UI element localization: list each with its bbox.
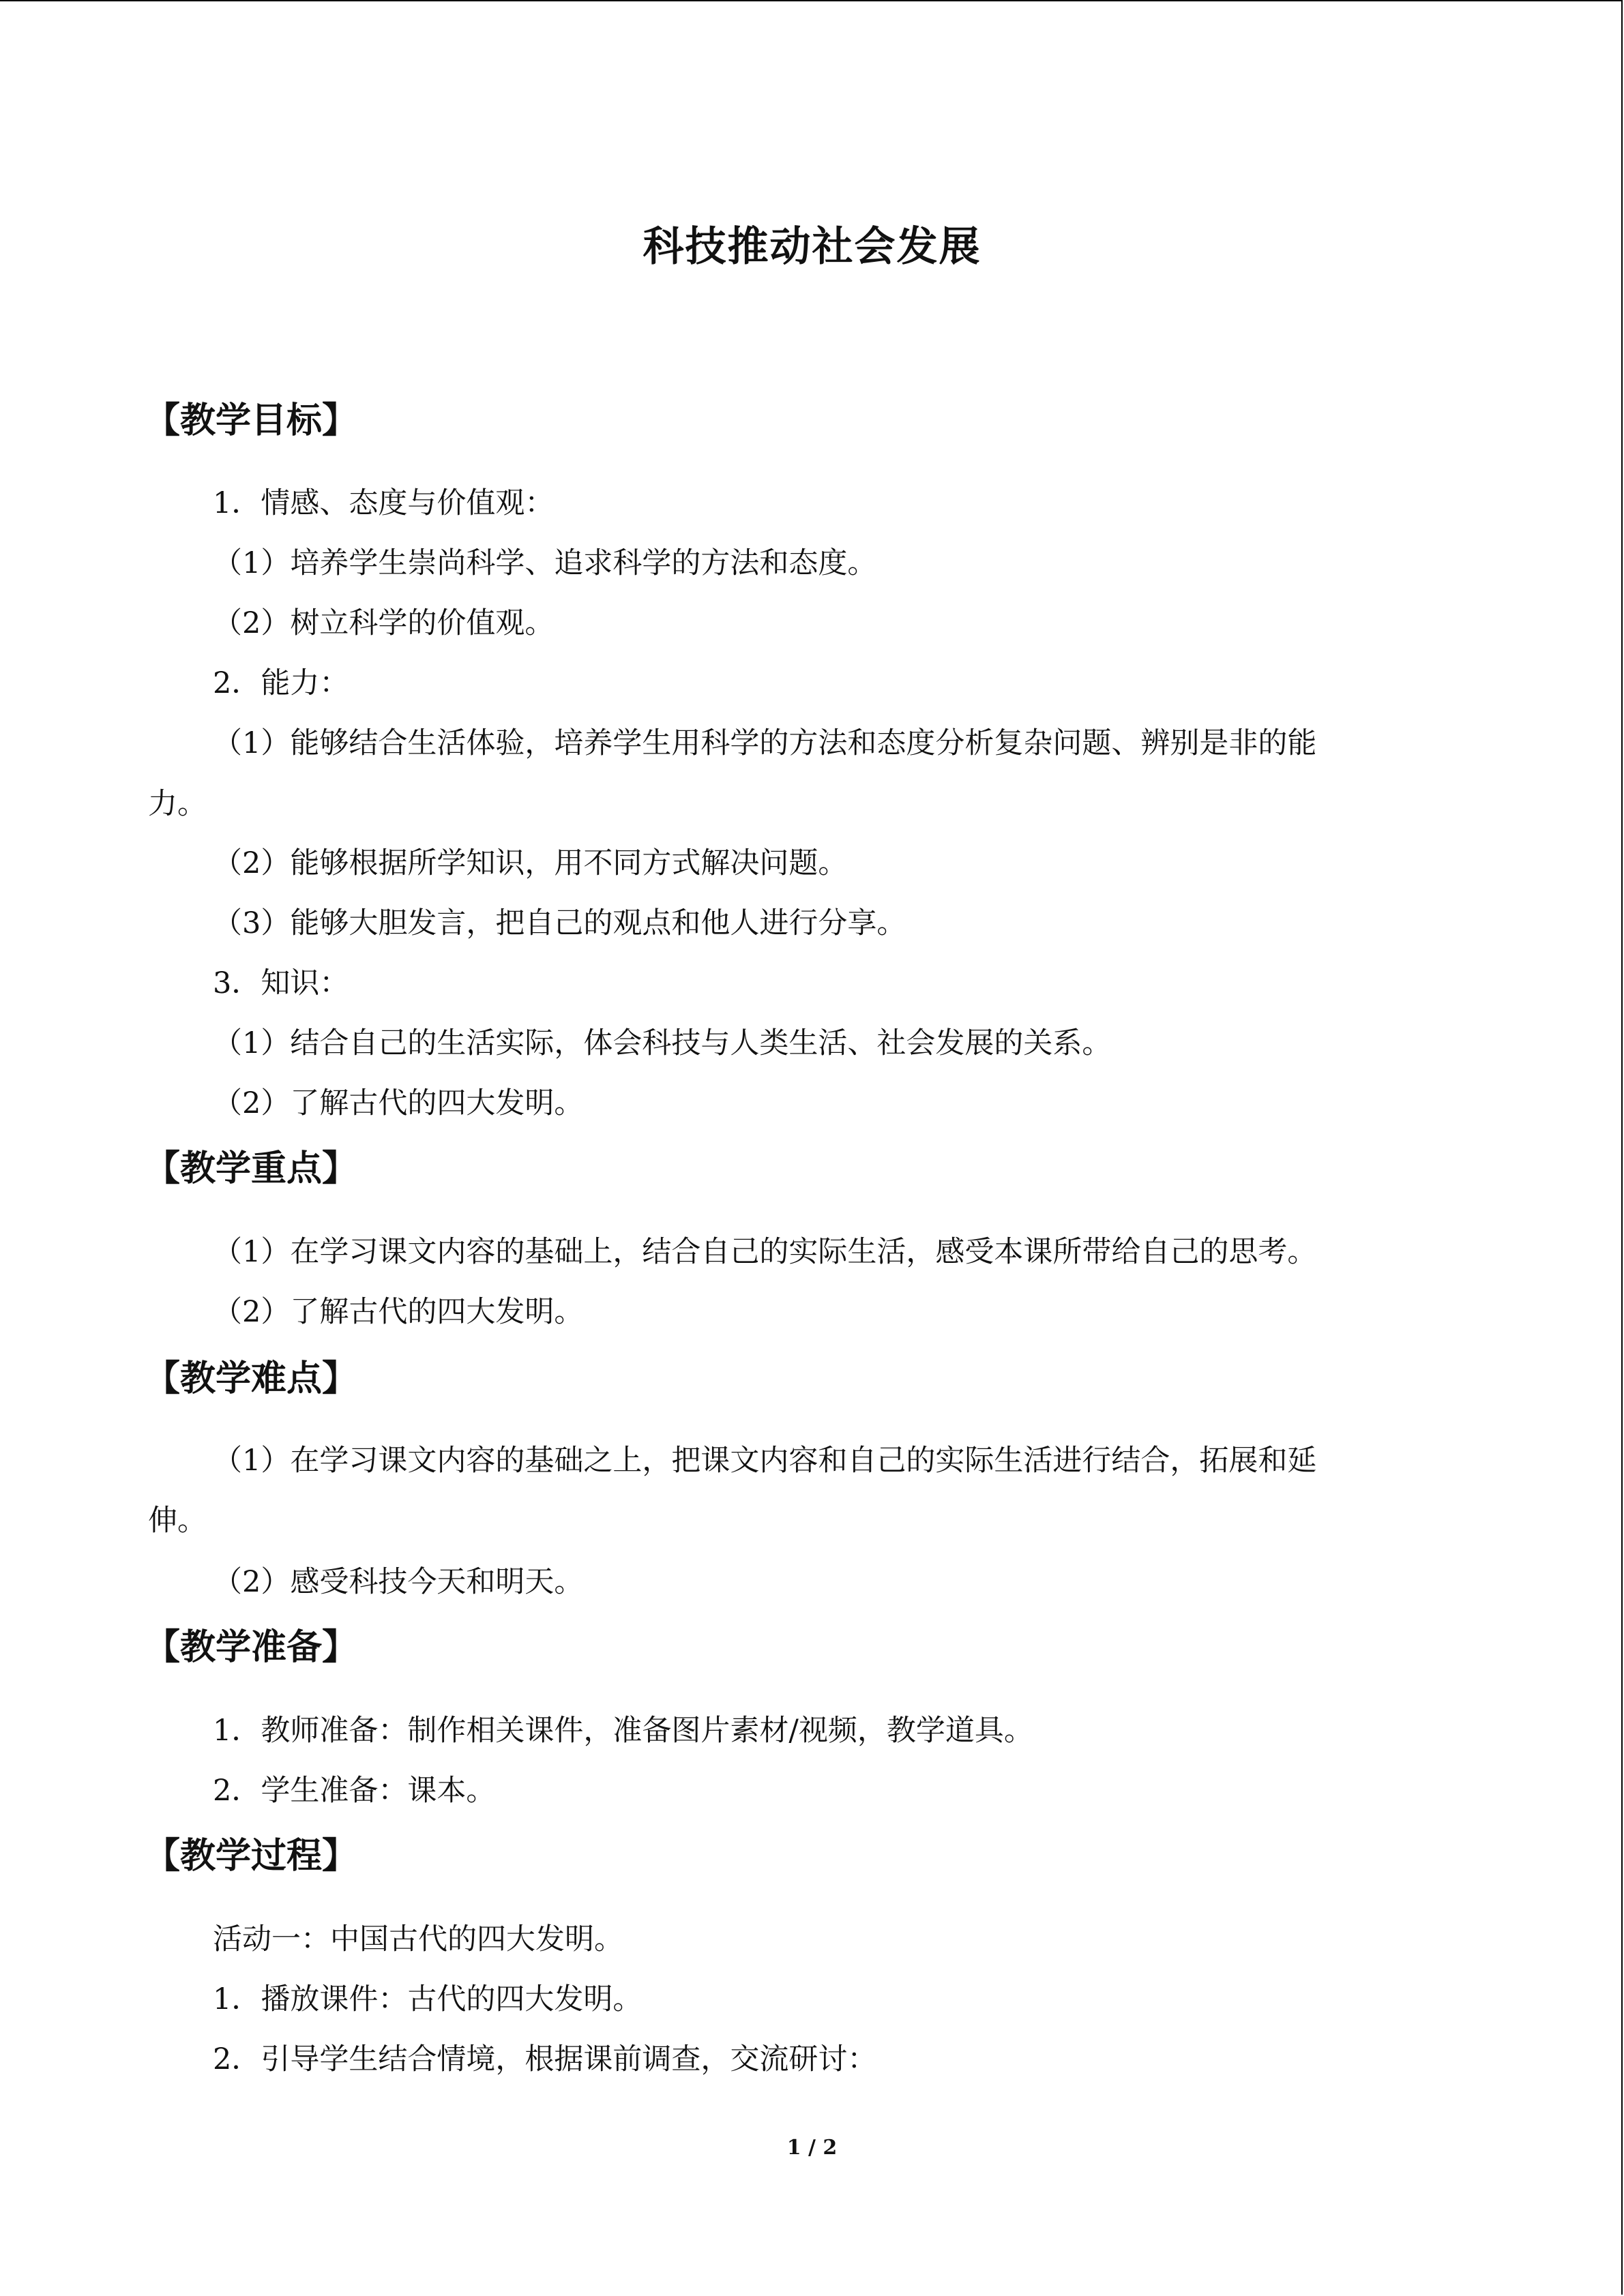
goals-line-10: （2）了解古代的四大发明。 bbox=[213, 1086, 584, 1120]
process-line-3: 2．引导学生结合情境，根据课前调查，交流研讨： bbox=[213, 2042, 877, 2076]
difficulties-line-1b: 伸。 bbox=[148, 1504, 207, 1538]
page-number: 1 / 2 bbox=[786, 2136, 838, 2160]
goals-line-5a: （1）能够结合生活体验，培养学生用科学的方法和态度分析复杂问题、辨别是非的能 bbox=[213, 726, 1317, 760]
process-line-2: 1．播放课件：古代的四大发明。 bbox=[213, 1982, 643, 2016]
section-heading-keypoints: 【教学重点】 bbox=[145, 1148, 358, 1189]
difficulties-line-1a: （1）在学习课文内容的基础之上，把课文内容和自己的实际生活进行结合，拓展和延 bbox=[213, 1444, 1317, 1478]
section-heading-goals: 【教学目标】 bbox=[145, 400, 358, 441]
preparation-line-2: 2．学生准备：课本。 bbox=[213, 1774, 496, 1808]
difficulties-line-2: （2）感受科技今天和明天。 bbox=[213, 1565, 584, 1599]
keypoints-line-2: （2）了解古代的四大发明。 bbox=[213, 1295, 584, 1329]
goals-line-2: （1）培养学生崇尚科学、追求科学的方法和态度。 bbox=[213, 546, 877, 580]
keypoints-line-1: （1）在学习课文内容的基础上，结合自己的实际生活，感受本课所带给自己的思考。 bbox=[213, 1235, 1317, 1269]
section-heading-preparation: 【教学准备】 bbox=[145, 1627, 358, 1668]
page-title: 科技推动社会发展 bbox=[643, 223, 981, 271]
goals-line-8: 3．知识： bbox=[213, 966, 349, 1000]
goals-line-5b: 力。 bbox=[148, 787, 207, 821]
section-heading-difficulties: 【教学难点】 bbox=[145, 1358, 358, 1399]
section-heading-process: 【教学过程】 bbox=[145, 1836, 358, 1877]
goals-line-9: （1）结合自己的生活实际，体会科技与人类生活、社会发展的关系。 bbox=[213, 1026, 1112, 1060]
goals-line-7: （3）能够大胆发言，把自己的观点和他人进行分享。 bbox=[213, 906, 906, 940]
goals-line-6: （2）能够根据所学知识，用不同方式解决问题。 bbox=[213, 846, 848, 880]
goals-line-1: 1．情感、态度与价值观： bbox=[213, 486, 555, 520]
goals-line-3: （2）树立科学的价值观。 bbox=[213, 606, 555, 640]
goals-line-4: 2．能力： bbox=[213, 666, 349, 700]
process-line-1: 活动一：中国古代的四大发明。 bbox=[213, 1922, 623, 1956]
preparation-line-1: 1．教师准备：制作相关课件，准备图片素材/视频，教学道具。 bbox=[213, 1714, 1033, 1748]
